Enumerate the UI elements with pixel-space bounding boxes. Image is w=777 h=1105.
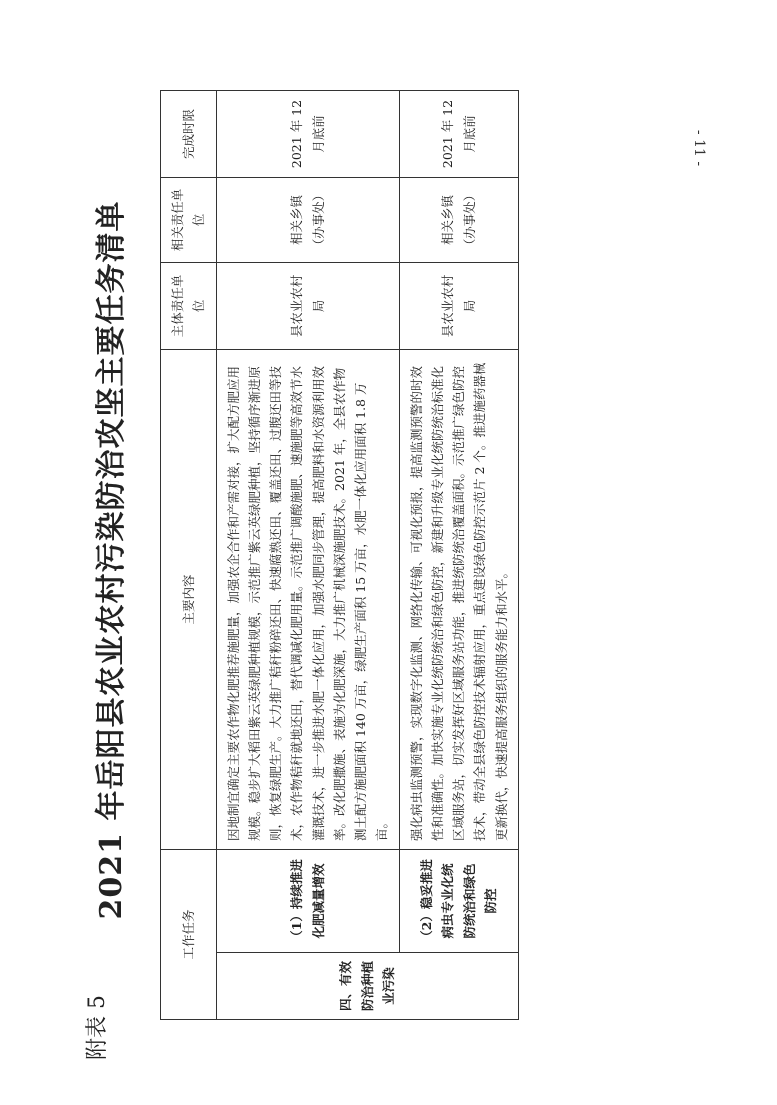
main-unit-cell: 县农业农村局 (399, 263, 518, 350)
page-title: 2021 年岳阳县农业农村污染防治攻坚主要任务清单 (94, 200, 129, 920)
page-number: - 11 - (690, 129, 707, 167)
header-task: 工作任务 (161, 850, 217, 1020)
deadline-cell: 2021 年 12 月底前 (216, 91, 399, 178)
header-related-unit: 相关责任单位 (161, 178, 217, 263)
table-row (399, 91, 518, 1020)
subtask-cell: （2）稳妥推进病虫专业化统防统治和绿色防控 (399, 850, 518, 953)
related-unit-cell: 相关乡镇（办事处） (399, 178, 518, 263)
task-table (160, 90, 519, 1020)
category-cell: 四、有效防治种植业污染 (216, 953, 518, 1020)
header-deadline: 完成时限 (161, 91, 217, 178)
subtask-cell: （1）持续推进化肥减量增效 (216, 850, 399, 953)
content-cell: 因地制宜确定主要农作物化肥推荐施肥量，加强农企合作和产需对接，扩大配方肥应用规模。稳步扩大稻田紫云英绿肥种植规模，示范推广紫云英绿肥种植，坚持循序渐进原则，恢复绿肥生产。大力推广秸秆粉碎还田、快速腐熟还田、覆盖还田、过腹还田等技术，农作物秸秆就地还田，替代调减化肥用量。示范推广调酸施肥、速施肥等高效节水灌溉技术，进一步推进水肥一体化应用，加强水肥同步管理，提高肥料和水资源利用效率。改化肥撒施、表施为化肥深施，大力推广机械深施肥技术。2021 年，全县农作物测土配方施肥面积 140 万亩，绿肥生产面积 15 万亩，水肥一体化应用面积 1.8 万亩。 (216, 350, 399, 850)
rotated-page-content (80, 60, 700, 1060)
table-header-row (161, 91, 217, 1020)
table-row (216, 91, 399, 1020)
content-cell: 强化病虫监测预警，实现数字化监测、网络化传输、可视化预报，提高监测预警的时效性和准确性。加快实施专业化统防统治和绿色防控，新建和升级专业化统防统治标准化区域服务站，切实发挥好区域服务站功能，推进统防统治覆盖面积。示范推广绿色防控技术，带动全县绿色防控技术辐射应用，重点建设绿色防控示范片 2 个。推进施药器械更新换代，快速提高服务组织的服务能力和水平。 (399, 350, 518, 850)
header-main-unit: 主体责任单位 (161, 263, 217, 350)
annex-label: 附表 5 (85, 995, 110, 1060)
related-unit-cell: 相关乡镇（办事处） (216, 178, 399, 263)
header-content: 主要内容 (161, 350, 217, 850)
deadline-cell: 2021 年 12 月底前 (399, 91, 518, 178)
main-unit-cell: 县农业农村局 (216, 263, 399, 350)
